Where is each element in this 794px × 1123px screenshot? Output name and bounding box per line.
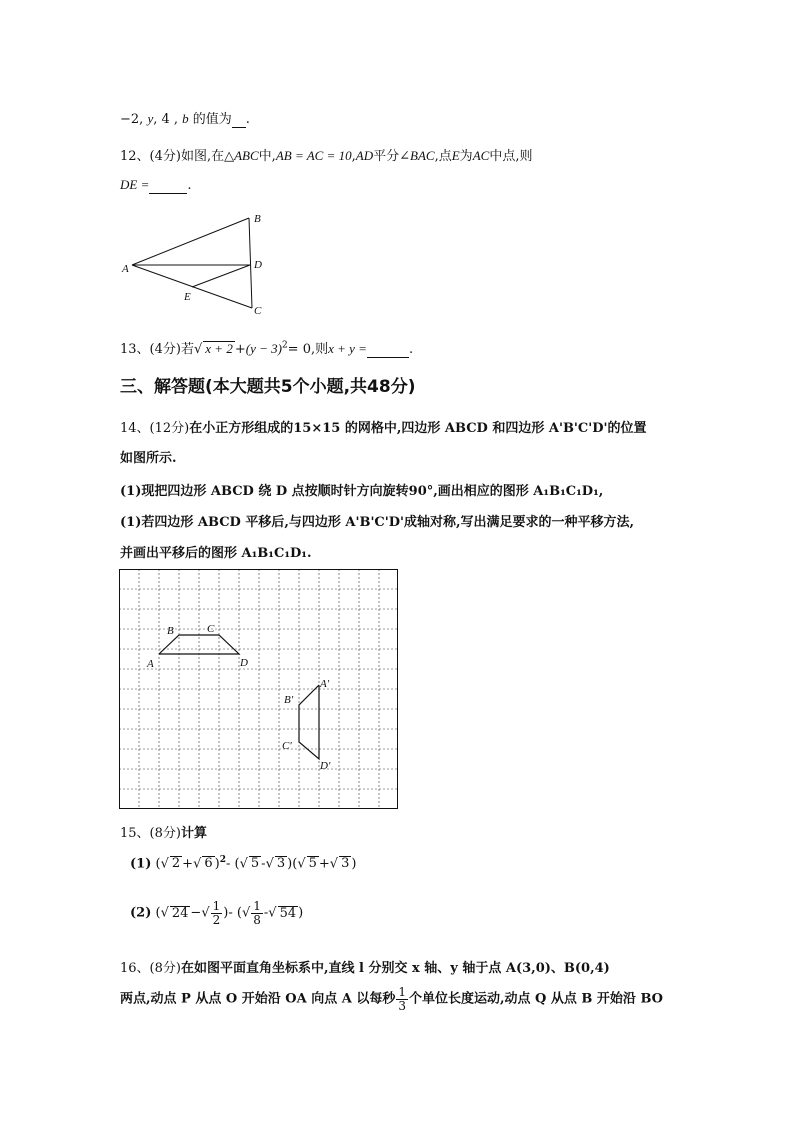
sqrt-icon: √ (297, 856, 306, 872)
q14-grid-figure (119, 569, 399, 811)
q11-var-b: b (182, 111, 189, 126)
sqrt-icon: √ (193, 342, 203, 357)
q15-p1-open: ( (155, 856, 161, 872)
q12-seg-ab (132, 218, 249, 265)
q12-cond1: AB = AC = 10 (275, 148, 352, 163)
q16-line2b: 个单位长度运动,动点 Q 从点 B 开始沿 BO (408, 991, 664, 1007)
q12-text6: 为 (459, 149, 473, 164)
q15-p2-frac2-den: 8 (253, 912, 261, 927)
q14-label: 14、(12分) (120, 421, 190, 436)
q15-p1-r3: 5 (250, 856, 260, 872)
q11-mid: , 4 , (153, 112, 183, 127)
q16-line1-text: 在如图平面直角坐标系中,直线 l 分别交 x 轴、y 轴于点 A(3,0)、B(0,4) (180, 961, 610, 976)
q14-grid-lines (119, 569, 398, 809)
q13-text1: 若 (180, 342, 194, 357)
sqrt-icon: √ (329, 856, 339, 872)
q15-label: 15、(8分) (120, 826, 181, 841)
q15-p1-sq: 2 (219, 855, 226, 865)
q12-label-b: B (254, 213, 261, 225)
q12-text3: , (351, 149, 356, 164)
q12-triangle: △ABC (224, 148, 259, 163)
q13-line (120, 338, 413, 358)
q14-label-d: D (240, 657, 248, 669)
q15-p1-r6: 3 (341, 856, 350, 872)
q14-quad-apbpcpdp (299, 685, 319, 759)
q15-p2-close: ) (223, 905, 229, 921)
q12-cond2: AD (355, 148, 374, 163)
q15-p1-num: (1) (130, 856, 152, 872)
q15-p2-frac1 (211, 900, 223, 926)
q15-part1 (130, 855, 356, 872)
q15-p1-minus: - ( (225, 856, 240, 872)
q15-p2-num: (2) (130, 905, 152, 921)
q14-line2: 如图所示. (120, 451, 177, 466)
q13-label: 13、(4分) (120, 342, 181, 357)
q12-angle: ∠BAC (399, 148, 435, 163)
q12-seg-bc (249, 218, 252, 308)
q12-seg: AC (472, 148, 490, 163)
q12-label-d: D (254, 259, 262, 271)
q12-text7: 中点,则 (489, 149, 533, 164)
section-3-title: 三、解答题(本大题共5个小题,共48分) (120, 377, 416, 397)
sqrt-icon: √ (160, 856, 169, 872)
q12-text2: 中, (258, 149, 276, 164)
q15-p1-r1: 2 (171, 856, 181, 872)
q12-label-c: C (254, 305, 262, 317)
q15-p2-mid: - ( (228, 905, 242, 921)
q14-label-b: B (167, 625, 174, 637)
q11-blank (232, 112, 246, 128)
q14-line1 (120, 417, 647, 436)
sqrt-icon: √ (265, 856, 274, 872)
q15-p1-m2: - (261, 856, 266, 872)
q16-line1 (120, 957, 610, 976)
q15-p1-r2: 6 (204, 856, 213, 872)
q12-point-e: E (451, 148, 460, 163)
q13-paren: (y − 3) (245, 341, 282, 356)
q14-label-c-prime: C′ (282, 740, 292, 752)
q13-ask: x + y = (328, 341, 367, 356)
q12-text1: 如图,在 (180, 149, 225, 164)
q16-line2a: 两点,动点 P 从点 O 开始沿 OA 向点 A 以每秒 (120, 991, 396, 1007)
q15-p2-m2: - (263, 905, 269, 921)
sqrt-icon: √ (160, 905, 169, 921)
q13-blank (367, 342, 409, 358)
q14-label-b-prime: B′ (284, 694, 294, 706)
q15-p2-c2: ) (298, 905, 304, 921)
q12-text4: 平分 (373, 149, 400, 164)
q15-p1-c3: ) (351, 856, 357, 872)
q14-part2: (1)若四边形 ABCD 平移后,与四边形 A'B'C'D'成轴对称,写出满足要求的一种平移方法, (120, 515, 635, 530)
q15-p2-r2: 54 (279, 905, 297, 921)
q15-p2-frac2-num: 1 (253, 899, 261, 913)
q15-p1-r4: 3 (276, 856, 286, 872)
sqrt-icon: √ (239, 856, 248, 872)
q15-part2 (130, 900, 303, 926)
q15-line (120, 822, 207, 841)
q16-frac (396, 986, 408, 1012)
q14-label-d-prime: D′ (320, 760, 331, 772)
q15-p2-r1: 24 (171, 905, 189, 921)
q16-frac-den: 3 (398, 998, 406, 1013)
q16-label: 16、(8分) (120, 961, 181, 976)
q13-radicand: x + 2 (205, 341, 233, 356)
q12-end: . (187, 178, 192, 193)
q12-label: 12、(4分) (120, 149, 181, 164)
q13-exp: 2 (281, 340, 288, 351)
q13-text2: ,则 (310, 342, 329, 357)
q12-line2 (120, 177, 192, 194)
q12-line1 (120, 145, 532, 164)
q12-blank (149, 178, 187, 194)
q11-end: . (245, 112, 250, 127)
q15-p2-frac2 (251, 900, 263, 926)
q16-line2 (120, 986, 663, 1012)
q14-label-a-prime: A′ (320, 678, 330, 690)
q14-label-c: C (207, 623, 215, 635)
q15-p1-r5: 5 (308, 856, 317, 872)
q12-seg-de (192, 265, 250, 287)
q11-prefix: −2, (120, 112, 148, 127)
q15-p2-open: ( (155, 905, 161, 921)
q11-suffix: 的值为 (188, 112, 232, 127)
q14-line1-text: 在小正方形组成的15×15 的网格中,四边形 ABCD 和四边形 A'B'C'D'的位置 (189, 421, 647, 436)
q12-ask: DE = (120, 177, 150, 192)
q16-frac-num: 1 (398, 985, 406, 999)
q15-p1-p2: + (318, 856, 330, 872)
q12-label-a: A (122, 263, 129, 275)
q15-p1-plus: + (182, 856, 194, 872)
q12-text5: ,点 (434, 149, 452, 164)
q13-eq: = 0 (287, 342, 311, 357)
q14-part3: 并画出平移后的图形 A₁B₁C₁D₁. (120, 546, 312, 561)
q14-label-a: A (147, 658, 154, 670)
q12-label-e: E (184, 291, 191, 303)
sqrt-icon: √ (241, 905, 251, 921)
q13-plus: + (234, 342, 246, 357)
q15-p2-minus: − (190, 905, 202, 921)
sqrt-icon: √ (201, 905, 210, 921)
q13-end: . (408, 342, 414, 357)
q15-p2-frac1-den: 2 (212, 912, 221, 927)
q11-answer-line (120, 108, 250, 128)
sqrt-icon: √ (268, 905, 277, 921)
q15-p2-frac1-num: 1 (212, 899, 221, 913)
sqrt-icon: √ (193, 856, 202, 872)
q11-var-y: y (147, 111, 154, 126)
q15-p1-close: ) (214, 856, 220, 872)
q15-title: 计算 (180, 826, 207, 841)
q12-triangle-figure (118, 210, 278, 320)
q14-part1: (1)现把四边形 ABCD 绕 D 点按顺时针方向旋转90°,画出相应的图形 A₁B₁C₁D₁, (120, 484, 604, 499)
q15-p1-c2: )( (287, 856, 298, 872)
